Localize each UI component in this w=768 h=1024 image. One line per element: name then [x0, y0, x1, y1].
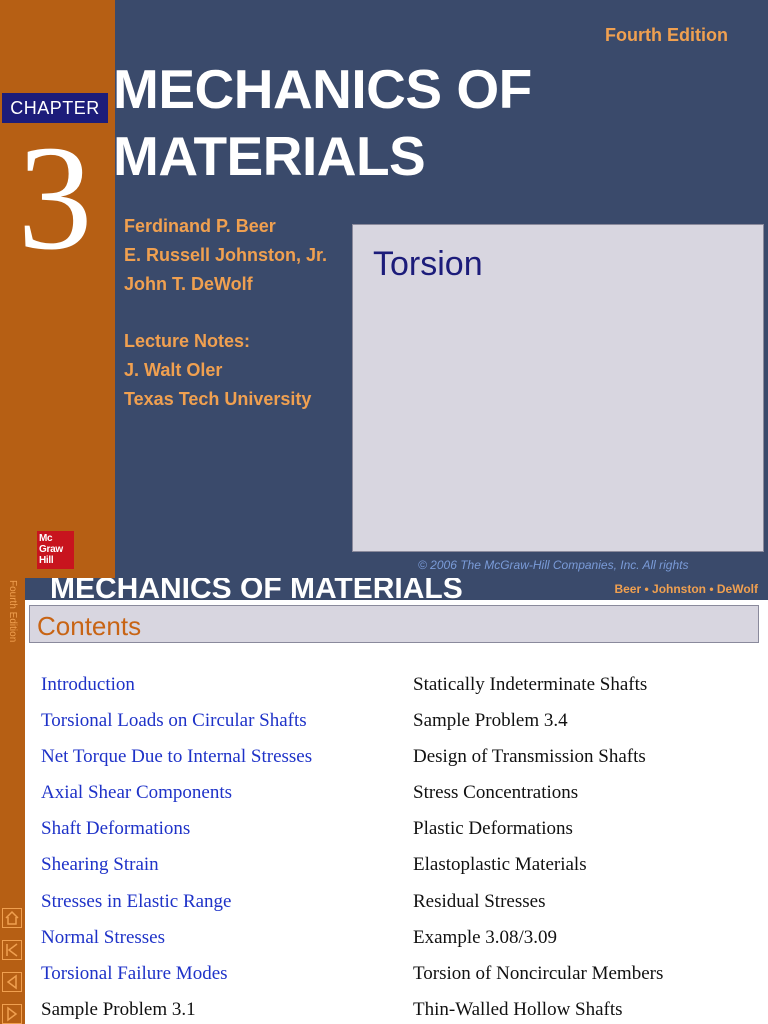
mcgraw-hill-logo: Mc Graw Hill: [37, 531, 74, 569]
chapter-number: 3: [17, 115, 93, 281]
toc-item-residual-stresses[interactable]: Residual Stresses: [413, 890, 546, 912]
contents-heading: Contents: [37, 611, 142, 641]
toc-item-elastic-stresses[interactable]: Stresses in Elastic Range: [41, 890, 232, 912]
edition-side-label: Fourth Edition: [7, 580, 18, 643]
book-title: [113, 56, 633, 190]
toc-item-indeterminate-shafts[interactable]: Statically Indeterminate Shafts: [413, 674, 648, 695]
toc-item-sample-problem-3-1[interactable]: Sample Problem 3.1: [41, 998, 196, 1020]
topic-title: Torsion: [373, 245, 483, 283]
toc-item-noncircular-members[interactable]: Torsion of Noncircular Members: [413, 962, 664, 984]
edition-label: Fourth Edition: [605, 25, 728, 45]
lecturer-name: J. Walt Oler: [124, 359, 223, 380]
toc-column-left: [41, 674, 312, 1024]
book-title-line-1: MECHANICS OF: [113, 58, 532, 120]
toc-item-sample-problem-3-4[interactable]: Sample Problem 3.4: [413, 710, 568, 732]
toc-item-transmission-shafts[interactable]: Design of Transmission Shafts: [413, 746, 646, 768]
toc-item-thin-walled-shafts[interactable]: Thin-Walled Hollow Shafts: [413, 998, 623, 1020]
toc-item-shaft-deformations[interactable]: Shaft Deformations: [41, 818, 191, 840]
toc-item-failure-modes[interactable]: Torsional Failure Modes: [41, 962, 228, 984]
book-title-line-2: MATERIALS: [113, 125, 426, 187]
home-button[interactable]: [2, 908, 22, 928]
previous-slide-icon: [3, 973, 21, 991]
lecture-notes-label: Lecture Notes:: [124, 331, 251, 352]
toc-item-introduction[interactable]: Introduction: [41, 674, 135, 695]
copyright-notice: © 2006 The McGraw-Hill Companies, Inc. All rights: [418, 558, 689, 572]
first-slide-icon: [3, 941, 21, 959]
author-name: E. Russell Johnston, Jr.: [124, 244, 328, 265]
toc-item-torsional-loads[interactable]: Torsional Loads on Circular Shafts: [41, 710, 307, 732]
next-slide-icon: [3, 1005, 21, 1023]
previous-slide-button[interactable]: [2, 972, 22, 992]
contents-heading-box: [29, 605, 759, 643]
chapter-sidebar: [0, 0, 115, 578]
toc-item-normal-stresses[interactable]: Normal Stresses: [41, 926, 166, 948]
author-name: Ferdinand P. Beer: [124, 216, 276, 236]
home-icon: [3, 909, 21, 927]
first-slide-button[interactable]: [2, 940, 22, 960]
slide-header-authors: Beer • Johnston • DeWolf: [614, 582, 758, 596]
chapter-label: CHAPTER: [2, 93, 108, 123]
topic-panel: [352, 224, 764, 552]
toc-item-plastic-deformations[interactable]: Plastic Deformations: [413, 818, 573, 840]
toc-column-right: [413, 674, 663, 1024]
next-slide-button[interactable]: [2, 1004, 22, 1024]
slide-header-bar: [25, 578, 768, 605]
toc-item-shearing-strain[interactable]: Shearing Strain: [41, 854, 159, 876]
toc-item-elastoplastic-materials[interactable]: Elastoplastic Materials: [413, 854, 587, 876]
slide-header-title: MECHANICS OF MATERIALS: [50, 578, 463, 605]
toc-item-axial-shear[interactable]: Axial Shear Components: [41, 782, 233, 804]
contents-slide: [0, 578, 768, 1024]
author-credits: [124, 212, 327, 414]
institution-name: Texas Tech University: [124, 388, 312, 409]
author-name: John T. DeWolf: [124, 273, 253, 294]
toc-item-net-torque[interactable]: Net Torque Due to Internal Stresses: [41, 746, 313, 768]
toc-item-stress-concentrations[interactable]: Stress Concentrations: [413, 782, 579, 804]
toc-item-example-3-08[interactable]: Example 3.08/3.09: [413, 926, 558, 948]
